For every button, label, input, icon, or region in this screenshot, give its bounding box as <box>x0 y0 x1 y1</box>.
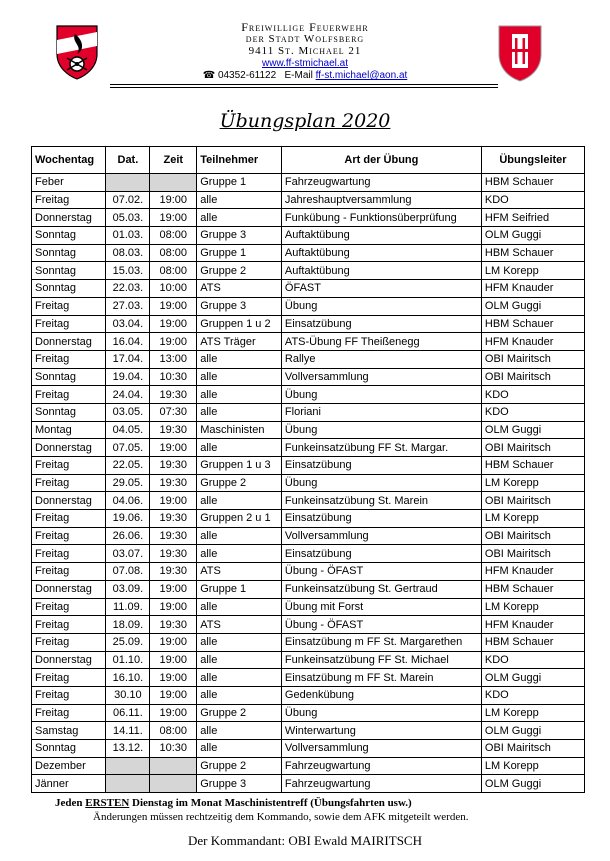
col-teilnehmer-cell: alle <box>197 368 282 386</box>
col-art-cell: Übung <box>281 386 481 404</box>
col-wochentag-cell: Freitag <box>32 474 106 492</box>
col-datum-cell: 19.04. <box>106 368 150 386</box>
col-leiter-cell: OLM Guggi <box>481 297 584 315</box>
col-art-cell: Funkeinsatzübung FF St. Michael <box>281 651 481 669</box>
col-zeit-cell: 19:30 <box>150 386 197 404</box>
col-teilnehmer-cell: Gruppe 2 <box>197 757 282 775</box>
col-zeit-cell: 19:30 <box>150 616 197 634</box>
table-row <box>32 669 585 687</box>
col-zeit-cell: 13:00 <box>150 350 197 368</box>
col-art-cell: Übung <box>281 474 481 492</box>
col-art-cell: ATS-Übung FF Theißenegg <box>281 333 481 351</box>
table-row <box>32 686 585 704</box>
col-leiter-cell: KDO <box>481 191 584 209</box>
col-wochentag-cell: Sonntag <box>32 244 106 262</box>
col-datum-cell: 30.10 <box>106 686 150 704</box>
col-leiter-cell: KDO <box>481 686 584 704</box>
table-row <box>32 457 585 475</box>
table-row <box>32 633 585 651</box>
col-leiter-cell: KDO <box>481 386 584 404</box>
header-divider <box>110 84 498 85</box>
header-col-leiter: Übungsleiter <box>481 147 584 174</box>
col-leiter-cell: LM Korepp <box>481 510 584 528</box>
org-name-line2: der Stadt Wolfsberg <box>245 33 365 45</box>
col-teilnehmer-cell: Gruppe 3 <box>197 297 282 315</box>
col-wochentag-cell: Donnerstag <box>32 651 106 669</box>
header-divider-2 <box>110 87 498 88</box>
page-title: Übungsplan 2020 <box>219 110 391 132</box>
col-datum-cell: 07.05. <box>106 439 150 457</box>
col-art-cell: Funkübung - Funktionsüberprüfung <box>281 209 481 227</box>
col-zeit-cell: 19:00 <box>150 209 197 227</box>
col-art-cell: Vollversammlung <box>281 368 481 386</box>
col-wochentag-cell: Freitag <box>32 616 106 634</box>
col-zeit-cell: 19:00 <box>150 315 197 333</box>
col-zeit-cell <box>150 174 197 192</box>
col-leiter-cell: HBM Schauer <box>481 633 584 651</box>
col-teilnehmer-cell: Gruppe 3 <box>197 227 282 245</box>
table-row <box>32 740 585 758</box>
col-leiter-cell: OBI Mairitsch <box>481 545 584 563</box>
col-datum-cell: 11.09. <box>106 598 150 616</box>
col-wochentag-cell: Freitag <box>32 527 106 545</box>
col-wochentag-cell: Freitag <box>32 686 106 704</box>
col-datum-cell <box>106 775 150 793</box>
col-teilnehmer-cell: Gruppe 3 <box>197 775 282 793</box>
table-row <box>32 280 585 298</box>
col-datum-cell: 13.12. <box>106 740 150 758</box>
col-datum-cell: 18.09. <box>106 616 150 634</box>
col-wochentag-cell: Freitag <box>32 598 106 616</box>
header-col-zeit: Zeit <box>150 147 197 174</box>
fire-brigade-emblem-icon <box>55 24 99 80</box>
col-zeit-cell: 19:00 <box>150 651 197 669</box>
table-row <box>32 651 585 669</box>
col-art-cell: Vollversammlung <box>281 527 481 545</box>
col-leiter-cell: KDO <box>481 651 584 669</box>
table-row <box>32 527 585 545</box>
table-row <box>32 350 585 368</box>
table-row <box>32 474 585 492</box>
col-leiter-cell: HFM Knauder <box>481 616 584 634</box>
col-leiter-cell: OBI Mairitsch <box>481 740 584 758</box>
col-zeit-cell: 08:00 <box>150 262 197 280</box>
col-leiter-cell: HFM Knauder <box>481 280 584 298</box>
col-zeit-cell <box>150 775 197 793</box>
col-datum-cell: 15.03. <box>106 262 150 280</box>
col-datum-cell: 04.06. <box>106 492 150 510</box>
col-datum-cell: 05.03. <box>106 209 150 227</box>
col-datum-cell: 14.11. <box>106 722 150 740</box>
col-art-cell: Übung <box>281 297 481 315</box>
col-leiter-cell: HBM Schauer <box>481 457 584 475</box>
table-row <box>32 244 585 262</box>
col-teilnehmer-cell: alle <box>197 633 282 651</box>
table-row <box>32 545 585 563</box>
col-teilnehmer-cell: alle <box>197 722 282 740</box>
col-leiter-cell: KDO <box>481 403 584 421</box>
phone-number: ☎ 04352-61122 <box>202 70 277 81</box>
col-datum-cell: 07.08. <box>106 563 150 581</box>
col-teilnehmer-cell: Gruppen 2 u 1 <box>197 510 282 528</box>
col-datum-cell: 01.03. <box>106 227 150 245</box>
col-datum-cell: 27.03. <box>106 297 150 315</box>
col-leiter-cell: HFM Seifried <box>481 209 584 227</box>
table-header-row <box>32 147 585 174</box>
col-wochentag-cell: Freitag <box>32 386 106 404</box>
commander-signature: Der Kommandant: OBI Ewald MAIRITSCH <box>188 833 422 848</box>
col-leiter-cell: OBI Mairitsch <box>481 350 584 368</box>
col-art-cell: Rallye <box>281 350 481 368</box>
col-teilnehmer-cell: Gruppe 2 <box>197 704 282 722</box>
col-wochentag-cell: Freitag <box>32 545 106 563</box>
table-row <box>32 262 585 280</box>
col-zeit-cell: 19:30 <box>150 457 197 475</box>
col-datum-cell: 25.09. <box>106 633 150 651</box>
table-row <box>32 563 585 581</box>
table-row <box>32 492 585 510</box>
col-datum-cell: 08.03. <box>106 244 150 262</box>
table-row <box>32 403 585 421</box>
col-zeit-cell: 10:30 <box>150 740 197 758</box>
col-art-cell: Jahreshauptversammlung <box>281 191 481 209</box>
col-art-cell: Fahrzeugwartung <box>281 775 481 793</box>
col-datum-cell: 22.05. <box>106 457 150 475</box>
training-schedule-table <box>31 146 585 793</box>
col-zeit-cell: 07:30 <box>150 403 197 421</box>
town-crest-icon <box>497 24 543 82</box>
col-datum-cell: 29.05. <box>106 474 150 492</box>
col-teilnehmer-cell: Gruppe 2 <box>197 474 282 492</box>
footer-note-maschinisten <box>55 797 412 809</box>
table-row <box>32 386 585 404</box>
table-row <box>32 174 585 192</box>
col-teilnehmer-cell: alle <box>197 350 282 368</box>
col-art-cell: Funkeinsatzübung St. Gertraud <box>281 580 481 598</box>
col-leiter-cell: HBM Schauer <box>481 244 584 262</box>
col-datum-cell <box>106 757 150 775</box>
col-leiter-cell: OBI Mairitsch <box>481 439 584 457</box>
col-zeit-cell: 19:00 <box>150 598 197 616</box>
col-datum-cell: 24.04. <box>106 386 150 404</box>
col-leiter-cell: LM Korepp <box>481 598 584 616</box>
col-teilnehmer-cell: alle <box>197 209 282 227</box>
col-datum-cell: 17.04. <box>106 350 150 368</box>
org-address: 9411 St. Michael 21 <box>248 45 362 57</box>
table-row <box>32 333 585 351</box>
table-row <box>32 598 585 616</box>
col-leiter-cell: OLM Guggi <box>481 421 584 439</box>
col-teilnehmer-cell: ATS <box>197 280 282 298</box>
col-zeit-cell: 19:30 <box>150 527 197 545</box>
col-datum-cell: 22.03. <box>106 280 150 298</box>
col-leiter-cell: HFM Knauder <box>481 333 584 351</box>
col-art-cell: Übung - ÖFAST <box>281 616 481 634</box>
col-zeit-cell: 19:00 <box>150 439 197 457</box>
col-wochentag-cell: Feber <box>32 174 106 192</box>
col-art-cell: Fahrzeugwartung <box>281 174 481 192</box>
col-wochentag-cell: Freitag <box>32 297 106 315</box>
footer-emphasis: ERSTEN <box>85 797 130 809</box>
col-wochentag-cell: Sonntag <box>32 227 106 245</box>
email-link[interactable]: ff-st.michael@aon.at <box>315 70 408 81</box>
table-row <box>32 616 585 634</box>
col-datum-cell: 03.09. <box>106 580 150 598</box>
col-wochentag-cell: Donnerstag <box>32 492 106 510</box>
col-leiter-cell: HBM Schauer <box>481 580 584 598</box>
col-datum-cell: 03.04. <box>106 315 150 333</box>
col-art-cell: Fahrzeugwartung <box>281 757 481 775</box>
col-leiter-cell: OBI Mairitsch <box>481 368 584 386</box>
table-row <box>32 510 585 528</box>
col-art-cell: Einsatzübung m FF St. Marein <box>281 669 481 687</box>
col-teilnehmer-cell: Gruppen 1 u 2 <box>197 315 282 333</box>
col-teilnehmer-cell: alle <box>197 740 282 758</box>
col-art-cell: ÖFAST <box>281 280 481 298</box>
col-wochentag-cell: Sonntag <box>32 740 106 758</box>
col-art-cell: Auftaktübung <box>281 227 481 245</box>
col-zeit-cell: 19:00 <box>150 633 197 651</box>
col-leiter-cell: HBM Schauer <box>481 174 584 192</box>
header-col-teilnehmer: Teilnehmer <box>197 147 282 174</box>
col-art-cell: Einsatzübung <box>281 315 481 333</box>
col-teilnehmer-cell: alle <box>197 527 282 545</box>
table-row <box>32 580 585 598</box>
col-datum-cell: 07.02. <box>106 191 150 209</box>
footer-note-changes: Änderungen müssen rechtzeitig dem Kommando, sowie dem AFK mitgeteilt werden. <box>93 811 469 823</box>
col-art-cell: Auftaktübung <box>281 244 481 262</box>
col-zeit-cell: 08:00 <box>150 244 197 262</box>
col-datum-cell: 26.06. <box>106 527 150 545</box>
col-wochentag-cell: Donnerstag <box>32 580 106 598</box>
col-wochentag-cell: Freitag <box>32 350 106 368</box>
col-zeit-cell: 10:00 <box>150 280 197 298</box>
col-teilnehmer-cell: alle <box>197 545 282 563</box>
table-row <box>32 722 585 740</box>
header-col-wochentag: Wochentag <box>32 147 106 174</box>
col-teilnehmer-cell: alle <box>197 403 282 421</box>
col-wochentag-cell: Freitag <box>32 563 106 581</box>
col-wochentag-cell: Dezember <box>32 757 106 775</box>
col-leiter-cell: LM Korepp <box>481 704 584 722</box>
col-teilnehmer-cell: alle <box>197 439 282 457</box>
col-datum-cell: 16.04. <box>106 333 150 351</box>
col-leiter-cell: HFM Knauder <box>481 563 584 581</box>
col-art-cell: Vollversammlung <box>281 740 481 758</box>
col-teilnehmer-cell: alle <box>197 651 282 669</box>
col-wochentag-cell: Freitag <box>32 704 106 722</box>
col-wochentag-cell: Freitag <box>32 669 106 687</box>
col-wochentag-cell: Donnerstag <box>32 209 106 227</box>
footer-rest: Dienstag im Monat Maschinistentreff (Übungsfahrten usw.) <box>132 797 412 809</box>
col-wochentag-cell: Sonntag <box>32 262 106 280</box>
header-col-datum: Dat. <box>106 147 150 174</box>
table-row <box>32 191 585 209</box>
col-zeit-cell: 19:00 <box>150 580 197 598</box>
col-teilnehmer-cell: alle <box>197 598 282 616</box>
col-wochentag-cell: Freitag <box>32 315 106 333</box>
col-zeit-cell <box>150 757 197 775</box>
col-art-cell: Funkeinsatzübung St. Marein <box>281 492 481 510</box>
contact-line <box>150 70 460 81</box>
col-wochentag-cell: Freitag <box>32 191 106 209</box>
col-teilnehmer-cell: alle <box>197 191 282 209</box>
table-row <box>32 704 585 722</box>
col-leiter-cell: LM Korepp <box>481 474 584 492</box>
col-wochentag-cell: Sonntag <box>32 403 106 421</box>
col-art-cell: Winterwartung <box>281 722 481 740</box>
table-row <box>32 209 585 227</box>
col-zeit-cell: 19:00 <box>150 669 197 687</box>
col-wochentag-cell: Freitag <box>32 457 106 475</box>
col-zeit-cell: 19:00 <box>150 191 197 209</box>
col-zeit-cell: 19:00 <box>150 333 197 351</box>
col-teilnehmer-cell: alle <box>197 686 282 704</box>
col-datum-cell: 01.10. <box>106 651 150 669</box>
col-art-cell: Einsatzübung <box>281 457 481 475</box>
table-row <box>32 297 585 315</box>
col-art-cell: Gedenkübung <box>281 686 481 704</box>
table-row <box>32 368 585 386</box>
table-row <box>32 421 585 439</box>
col-teilnehmer-cell: alle <box>197 492 282 510</box>
col-art-cell: Übung mit Forst <box>281 598 481 616</box>
col-wochentag-cell: Freitag <box>32 633 106 651</box>
footer-prefix: Jeden <box>55 797 83 809</box>
col-art-cell: Einsatzübung <box>281 510 481 528</box>
col-zeit-cell: 08:00 <box>150 227 197 245</box>
col-zeit-cell: 19:30 <box>150 545 197 563</box>
col-teilnehmer-cell: ATS <box>197 616 282 634</box>
col-wochentag-cell: Samstag <box>32 722 106 740</box>
col-datum-cell: 06.11. <box>106 704 150 722</box>
col-zeit-cell: 19:00 <box>150 686 197 704</box>
col-art-cell: Auftaktübung <box>281 262 481 280</box>
col-leiter-cell: LM Korepp <box>481 262 584 280</box>
table-row <box>32 315 585 333</box>
col-zeit-cell: 08:00 <box>150 722 197 740</box>
header-col-art: Art der Übung <box>281 147 481 174</box>
table-row <box>32 775 585 793</box>
table-row <box>32 757 585 775</box>
col-teilnehmer-cell: Maschinisten <box>197 421 282 439</box>
col-wochentag-cell: Donnerstag <box>32 333 106 351</box>
col-datum-cell: 19.06. <box>106 510 150 528</box>
col-art-cell: Übung <box>281 421 481 439</box>
col-leiter-cell: HBM Schauer <box>481 315 584 333</box>
col-wochentag-cell: Jänner <box>32 775 106 793</box>
col-leiter-cell: OBI Mairitsch <box>481 492 584 510</box>
table-row <box>32 439 585 457</box>
col-art-cell: Floriani <box>281 403 481 421</box>
col-art-cell: Übung <box>281 704 481 722</box>
col-teilnehmer-cell: Gruppe 2 <box>197 262 282 280</box>
col-teilnehmer-cell: Gruppe 1 <box>197 244 282 262</box>
col-art-cell: Übung - ÖFAST <box>281 563 481 581</box>
col-art-cell: Einsatzübung m FF St. Margarethen <box>281 633 481 651</box>
col-leiter-cell: OLM Guggi <box>481 669 584 687</box>
col-art-cell: Funkeinsatzübung FF St. Margar. <box>281 439 481 457</box>
col-teilnehmer-cell: ATS Träger <box>197 333 282 351</box>
email-label: E-Mail <box>284 70 313 81</box>
website-link[interactable]: www.ff-stmichael.at <box>262 58 348 69</box>
col-datum-cell <box>106 174 150 192</box>
col-wochentag-cell: Sonntag <box>32 368 106 386</box>
col-wochentag-cell: Montag <box>32 421 106 439</box>
col-wochentag-cell: Freitag <box>32 510 106 528</box>
col-teilnehmer-cell: alle <box>197 669 282 687</box>
col-zeit-cell: 19:00 <box>150 297 197 315</box>
col-zeit-cell: 19:00 <box>150 704 197 722</box>
col-datum-cell: 03.07. <box>106 545 150 563</box>
col-leiter-cell: OLM Guggi <box>481 722 584 740</box>
col-teilnehmer-cell: ATS <box>197 563 282 581</box>
col-teilnehmer-cell: alle <box>197 386 282 404</box>
col-zeit-cell: 19:30 <box>150 510 197 528</box>
col-wochentag-cell: Sonntag <box>32 280 106 298</box>
col-zeit-cell: 19:30 <box>150 421 197 439</box>
col-zeit-cell: 19:30 <box>150 474 197 492</box>
col-teilnehmer-cell: Gruppe 1 <box>197 580 282 598</box>
col-wochentag-cell: Donnerstag <box>32 439 106 457</box>
col-zeit-cell: 19:30 <box>150 563 197 581</box>
col-art-cell: Einsatzübung <box>281 545 481 563</box>
col-leiter-cell: OLM Guggi <box>481 227 584 245</box>
col-leiter-cell: LM Korepp <box>481 757 584 775</box>
col-teilnehmer-cell: Gruppen 1 u 3 <box>197 457 282 475</box>
col-datum-cell: 03.05. <box>106 403 150 421</box>
col-teilnehmer-cell: Gruppe 1 <box>197 174 282 192</box>
col-leiter-cell: OLM Guggi <box>481 775 584 793</box>
col-datum-cell: 16.10. <box>106 669 150 687</box>
col-leiter-cell: OBI Mairitsch <box>481 527 584 545</box>
org-name-line1: Freiwillige Feuerwehr <box>241 20 369 34</box>
table-row <box>32 227 585 245</box>
col-datum-cell: 04.05. <box>106 421 150 439</box>
col-zeit-cell: 19:00 <box>150 492 197 510</box>
col-zeit-cell: 10:30 <box>150 368 197 386</box>
